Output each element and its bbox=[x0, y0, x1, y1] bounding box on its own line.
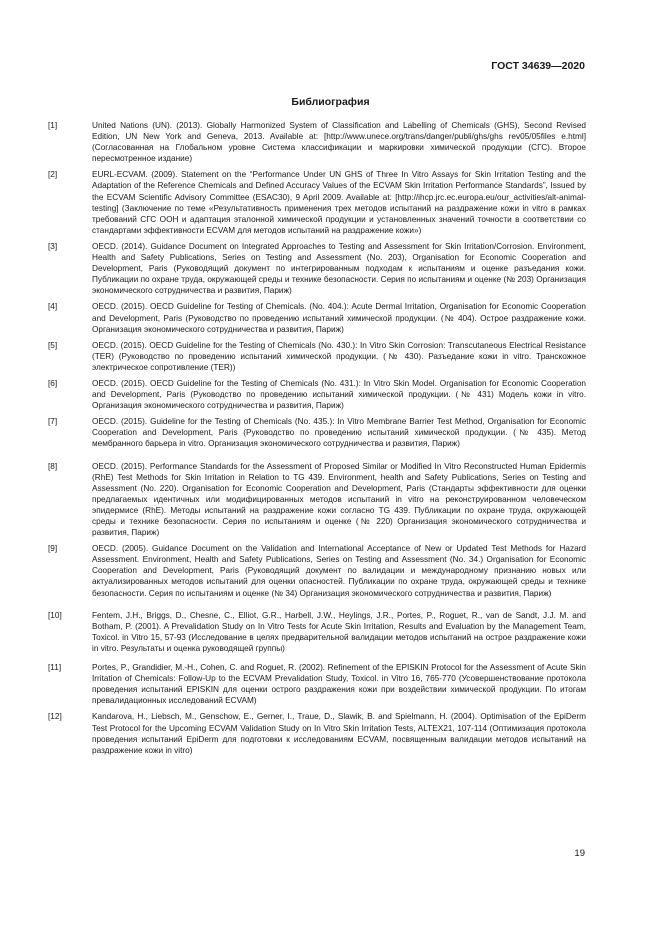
reference-text: Fentem, J.H., Briggs, D., Chesne, C., Elliot, G.R., Harbell, J.W., Heylings, J.R., Portes, P., Roguet, R., van de Sandt, J.J. M. and Botham, P. (2001). A Prevalidation Study on In Vitro Tests for Acute Skin Irritation, Results and Evaluation by the Management Team, Toxicol. in Vitro 15, 57-93 (Исследование в целях предварительной валидации методов испытаний на острое раздражение кожи in vitro. Результаты и оценка руководящей группы) bbox=[92, 610, 586, 653]
reference-item bbox=[48, 610, 586, 654]
reference-number: [7] bbox=[48, 417, 58, 427]
reference-item bbox=[48, 711, 586, 755]
reference-number: [4] bbox=[48, 302, 58, 312]
document-code: ГОСТ 34639—2020 bbox=[491, 60, 585, 72]
reference-text: OECD. (2015). Performance Standards for the Assessment of Proposed Similar or Modified In Vitro Reconstructed Human Epidermis (RhE) Test Methods for Skin Irritation in Relation to TG 439. Environment, health and Safety Publications, Series on Testing and Assessment (No. 220). Organisation for Economic Cooperation and Development, Paris (Стандарты эффективности для оценки предлагаемых идентичных или модифицированных методов испытаний in vitro на реконструированном человеческом эпидермисе (RhE). Методы испытаний на раздражение кожи согласно TG 439. Публикации по охране труда, окружающей среды и технике безопасности. Серия по испытаниям и оценке (№ 220) Организация экономического сотрудничества и развития, Париж) bbox=[92, 461, 586, 538]
reference-number: [12] bbox=[48, 712, 62, 722]
reference-item bbox=[48, 416, 586, 449]
reference-number: [9] bbox=[48, 544, 58, 554]
bibliography-title: Библиография bbox=[291, 96, 370, 108]
reference-item bbox=[48, 169, 586, 236]
reference-text: United Nations (UN). (2013). Globally Harmonized System of Classification and Labelling of Chemicals (GHS), Second Revised Edition, UN New York and Geneva, 2013. Available at: [http://www.unece.org/trans/danger/publi/ghs/ghs rev05/05files e.html] (Согласованная на Глобальном уровне Система классификации и маркировки химической продукции (СГС). Второе пересмотренное издание) bbox=[92, 121, 586, 164]
reference-text: Kandarova, H., Liebsch, M., Genschow, E., Gerner, I., Traue, D., Slawik, B. and Spielmann, H. (2004). Optimisation of the EpiDerm Test Protocol for the Upcoming ECVAM Validation Study on In Vitro Skin Irritation Tests, ALTEX21, 107-114 (Оптимизация протокола проведения испытаний EpiDerm для подготовки к исследованиям ECVAM, посвященным валидации методов испытаний на раздражение кожи in vitro) bbox=[92, 712, 586, 755]
reference-item bbox=[48, 301, 586, 334]
reference-item bbox=[48, 461, 586, 539]
reference-number: [2] bbox=[48, 170, 58, 180]
reference-text: OECD. (2015). OECD Guideline for the Testing of Chemicals (No. 430.): In Vitro Skin Corrosion: Transcutaneous Electrical Resistance (TER) (Руководство по проведению испытаний химической продукции. (№ 430). Разъедание кожи in vitro. Транскожное электрическое сопротивление (TER)) bbox=[92, 340, 586, 372]
page-number: 19 bbox=[574, 848, 585, 859]
reference-item bbox=[48, 543, 586, 598]
reference-item bbox=[48, 378, 586, 411]
reference-text: EURL-ECVAM. (2009). Statement on the “Performance Under UN GHS of Three In Vitro Assays for Skin Irritation Testing and the Adaptation of the Reference Chemicals and Defined Accuracy Values of the ECVAM Skin Irritation Performance Standards”, Issued by the ECVAM Scientific Advisory Committee (ESAC30), 9 April 2009. Available at: [http://ihcp.jrc.ec.europa.eu/our_activities/alt-animal- testing] (Заключение по теме «Результативность применения трех методов испытаний на раздражение кожи in vitro в рамках требований СГС ООН и адаптация эталонной химической продукции и установленных значений точности в соответствии со стандартами эффективности ECVAM для методов испытаний на раздражение кожи») bbox=[92, 170, 586, 235]
reference-text: OECD. (2015). OECD Guideline for Testing of Chemicals. (No. 404.): Acute Dermal Irritation, Organisation for Economic Cooperation and Development, Paris (Руководство по проведению испытаний химической продукции. (№ 404). Острое раздражение кожи. Организация экономического сотрудничества и развития, Париж) bbox=[92, 302, 586, 334]
reference-item bbox=[48, 340, 586, 373]
reference-item bbox=[48, 662, 586, 706]
reference-number: [5] bbox=[48, 340, 58, 350]
reference-text: OECD. (2015). OECD Guideline for the Testing of Chemicals (No. 431.): In Vitro Skin Model. Organisation for Economic Cooperation and Development, Paris (Руководство по проведению испытаний химической продукции. (№ 431) Модель кожи in vitro. Организация экономического сотрудничества и развития, Париж) bbox=[92, 378, 586, 411]
reference-text: OECD. (2014). Guidance Document on Integrated Approaches to Testing and Assessment for Skin Irritation/Corrosion. Environment, Health and Safety Publications, Series on Testing and Assessment (No. 203), Organisation for Economic Cooperation and Development, Paris (Руководящий документ по интегрированным подходам к испытаниям и оценке разъедания кожи. Публикации по охране труда, окружающей среды и технике безопасности. Серия по испытаниям и оценке (№ 203) Организация экономического сотрудничества и развития, Париж) bbox=[92, 241, 586, 296]
reference-number: [6] bbox=[48, 378, 58, 388]
reference-list bbox=[48, 120, 586, 756]
reference-number: [1] bbox=[48, 121, 58, 130]
reference-text: OECD. (2005). Guidance Document on the Validation and International Acceptance of New or Updated Test Methods for Hazard Assessment. Environment, Health and Safety Publications, Series on Testing and Assessment (No. 34.) Organisation for Economic Cooperation and Development, Paris (Руководящий документ по валидации и международному признанию новых или актуализированных методов испытаний для оценки опасностей. Публикации по охране труда, окружающей среды и технике безопасности. Серия по испытаниям и оценке (№ 34) Организация экономического сотрудничества и развития, Париж) bbox=[92, 544, 586, 598]
reference-text: Portes, P., Grandidier, M.-H., Cohen, C. and Roguet, R. (2002). Refinement of the EPISKIN Protocol for the Assessment of Acute Skin Irritation of Chemicals: Follow-Up to the ECVAM Prevalidation Study, Toxicol. in Vitro 16, 765-770 (Усовершенствование протокола проведения испытаний EPISKIN для оценки острого раздражения кожи при воздействии химической продукции. По итогам превалидационных исследований ECVAM) bbox=[92, 663, 586, 706]
reference-item bbox=[48, 241, 586, 296]
reference-number: [11] bbox=[48, 663, 62, 673]
reference-text: OECD. (2015). Guideline for the Testing of Chemicals (No. 435.): In Vitro Membrane Barrier Test Method, Organisation for Economic Cooperation and Development, Paris (Руководство по проведению испытаний химической продукции. (№ 435). Метод мембранного барьера in vitro. Организация экономического сотрудничества и развития, Париж) bbox=[92, 417, 586, 449]
reference-number: [10] bbox=[48, 610, 62, 620]
reference-number: [8] bbox=[48, 461, 58, 471]
reference-item bbox=[48, 120, 586, 164]
reference-number: [3] bbox=[48, 241, 58, 251]
